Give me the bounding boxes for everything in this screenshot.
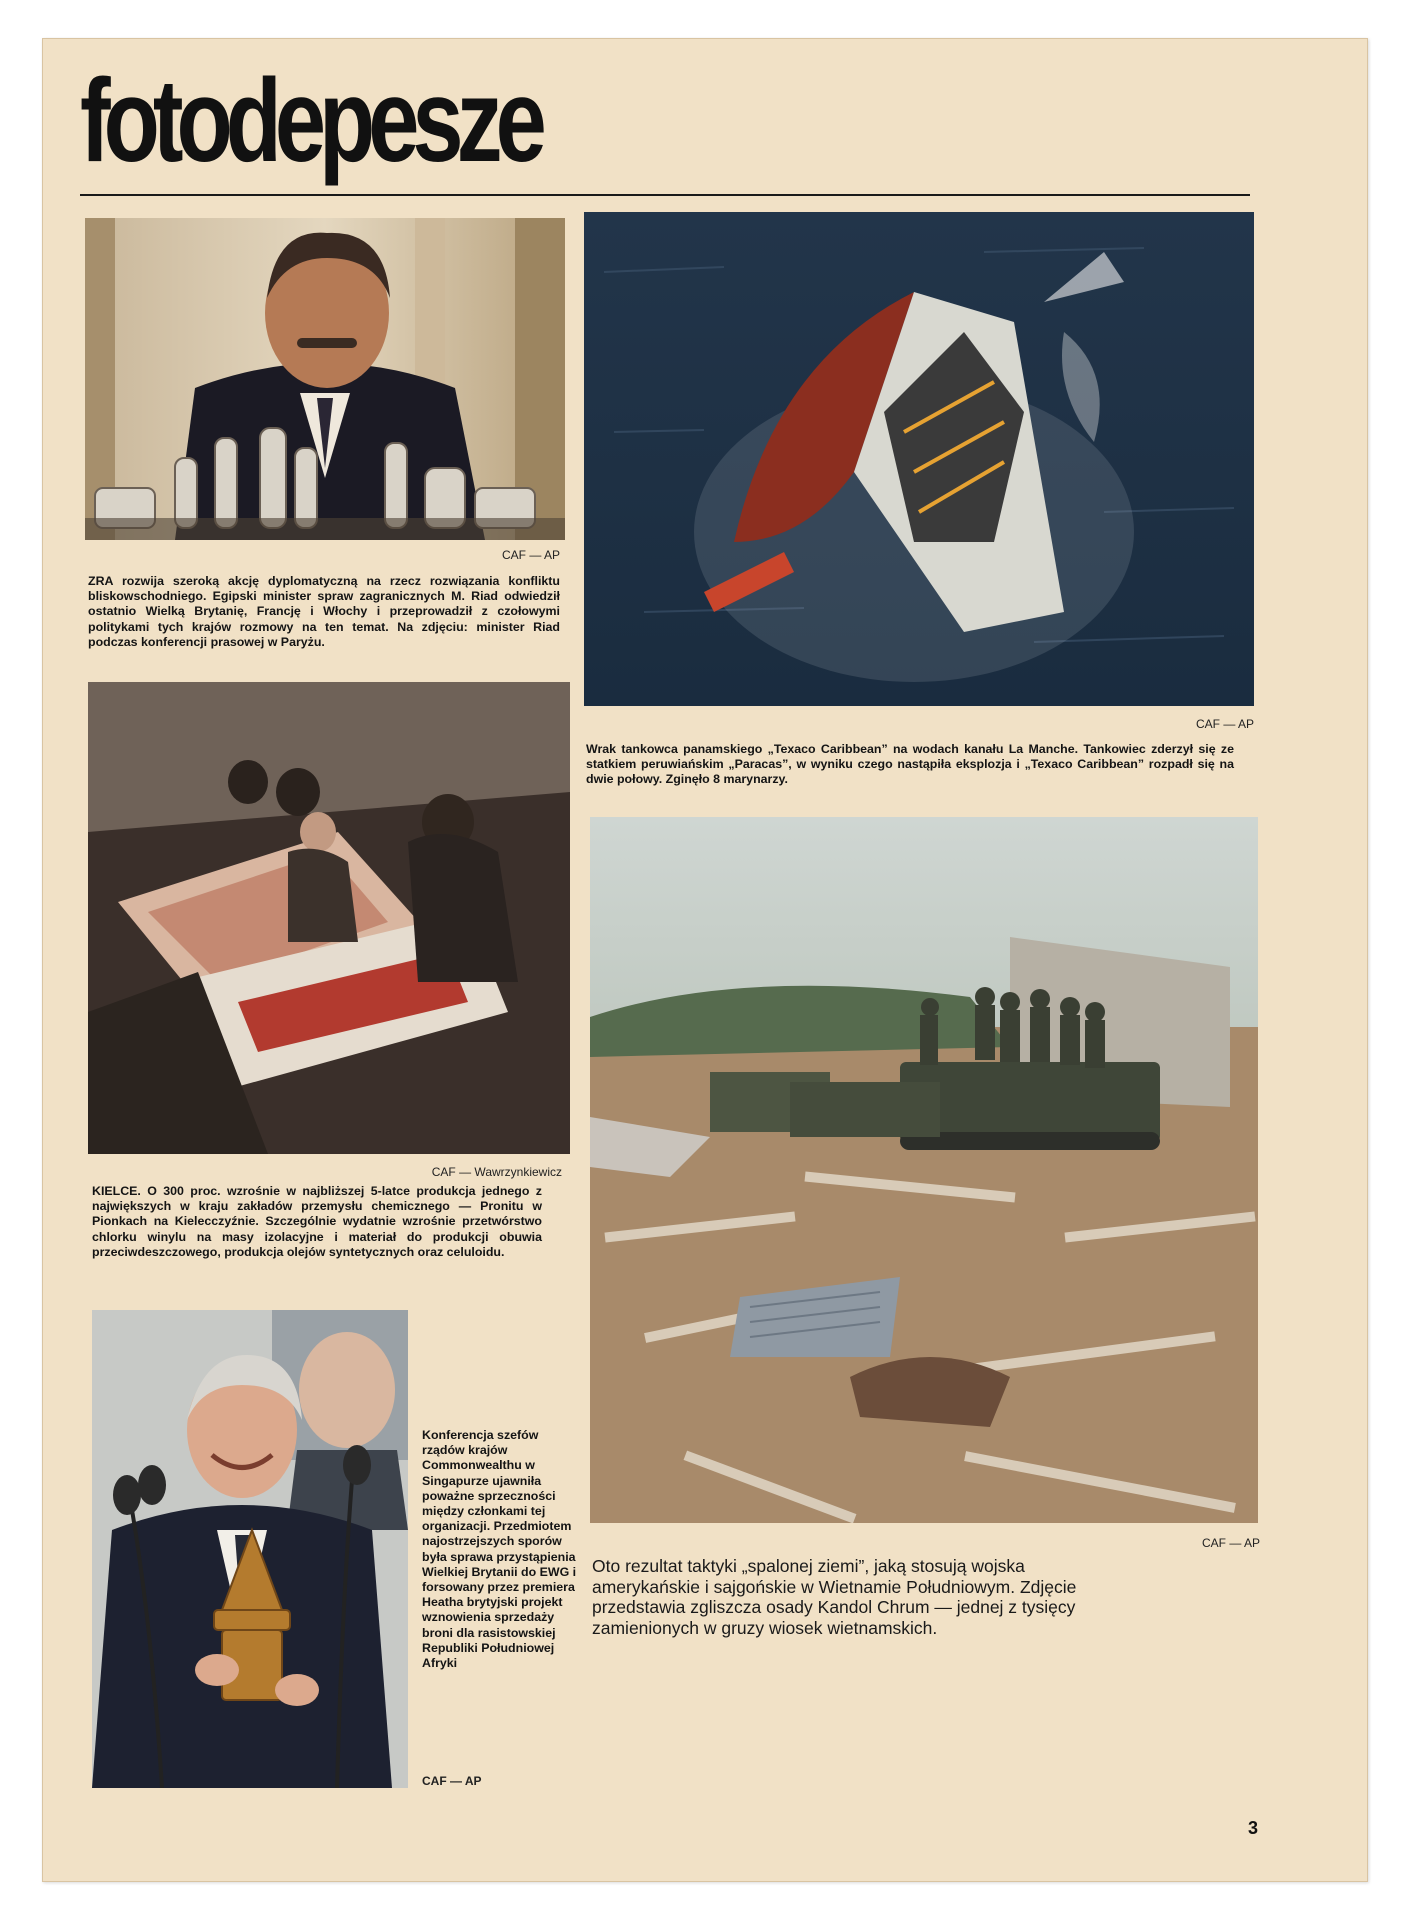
caption-photo-1: ZRA rozwija szeroką akcję dyplomatyczną na rzecz rozwiązania konfliktu bliskowschodniego. Egipski minister spraw zagranicznych M. Riad odwiedził ostatnio Wielką Brytanię, Francję i Włochy i przeprowadził z czołowymi politykami tych krajów rozmowy na ten temat. Na zdjęciu: minister Riad podczas konferencji prasowej w Paryżu. — [88, 574, 560, 649]
page-number: 3 — [1248, 1818, 1259, 1838]
caption-photo-2: Wrak tankowca panamskiego „Texaco Caribbean” na wodach kanału La Manche. Tankowiec zderzył się ze statkiem peruwiańskim „Paracas”, w wyniku czego nastąpiła eksplozja i „Texaco Caribbean” rozpadł się na dwie połowy. Zginęło 8 marynarzy. — [586, 742, 1234, 787]
credit-photo-3: CAF — Wawrzynkiewicz — [431, 1165, 562, 1179]
credit-photo-1: CAF — AP — [501, 548, 560, 562]
masthead-title: fotodepesze — [80, 55, 540, 187]
photo-tanker-wreck — [584, 212, 1254, 706]
credit-photo-2: CAF — AP — [1195, 717, 1254, 731]
credit-photo-5: CAF — AP — [422, 1774, 482, 1788]
credit-photo-4: CAF — AP — [1201, 1536, 1260, 1550]
photo-vietnam-ruins — [590, 817, 1258, 1523]
caption-photo-4: Oto rezultat taktyki „spalonej ziemi”, jaką stosują wojska amerykańskie i sajgońskie w Wietnamie Południowym. Zdjęcie przedstawia zgliszcza osady Kandol Chrum — jednej z tysięcy zamienionych w gruzy wiosek wietnamskich. — [592, 1556, 1077, 1638]
photo-press-conference — [85, 218, 565, 540]
masthead-rule — [80, 194, 1250, 196]
photo-chemical-plant — [88, 682, 570, 1154]
caption-photo-3: KIELCE. O 300 proc. wzrośnie w najbliższej 5-latce produkcja jednego z największych w kraju zakładów przemysłu chemicznego — Pronitu w Pionkach na Kielecczyźnie. Szczególnie wydatnie wzrośnie przetwórstwo chlorku winylu na masy izolacyjne i materiał do produkcji obuwia przeciwdeszczowego, produkcja olejów syntetycznych oraz celuloidu. — [92, 1184, 542, 1259]
caption-photo-5: Konferencja szefów rządów krajów Commonwealthu w Singapurze ujawniła poważne sprzeczności między członkami tej organizacji. Przedmiotem najostrzejszych sporów była sprawa przystąpienia Wielkiej Brytanii do EWG i forsowany przez premiera Heatha brytyjski projekt wznowienia sprzedaży broni dla rasistowskiej Republiki Południowej Afryki — [422, 1428, 577, 1671]
photo-commonwealth-pm — [92, 1310, 408, 1788]
